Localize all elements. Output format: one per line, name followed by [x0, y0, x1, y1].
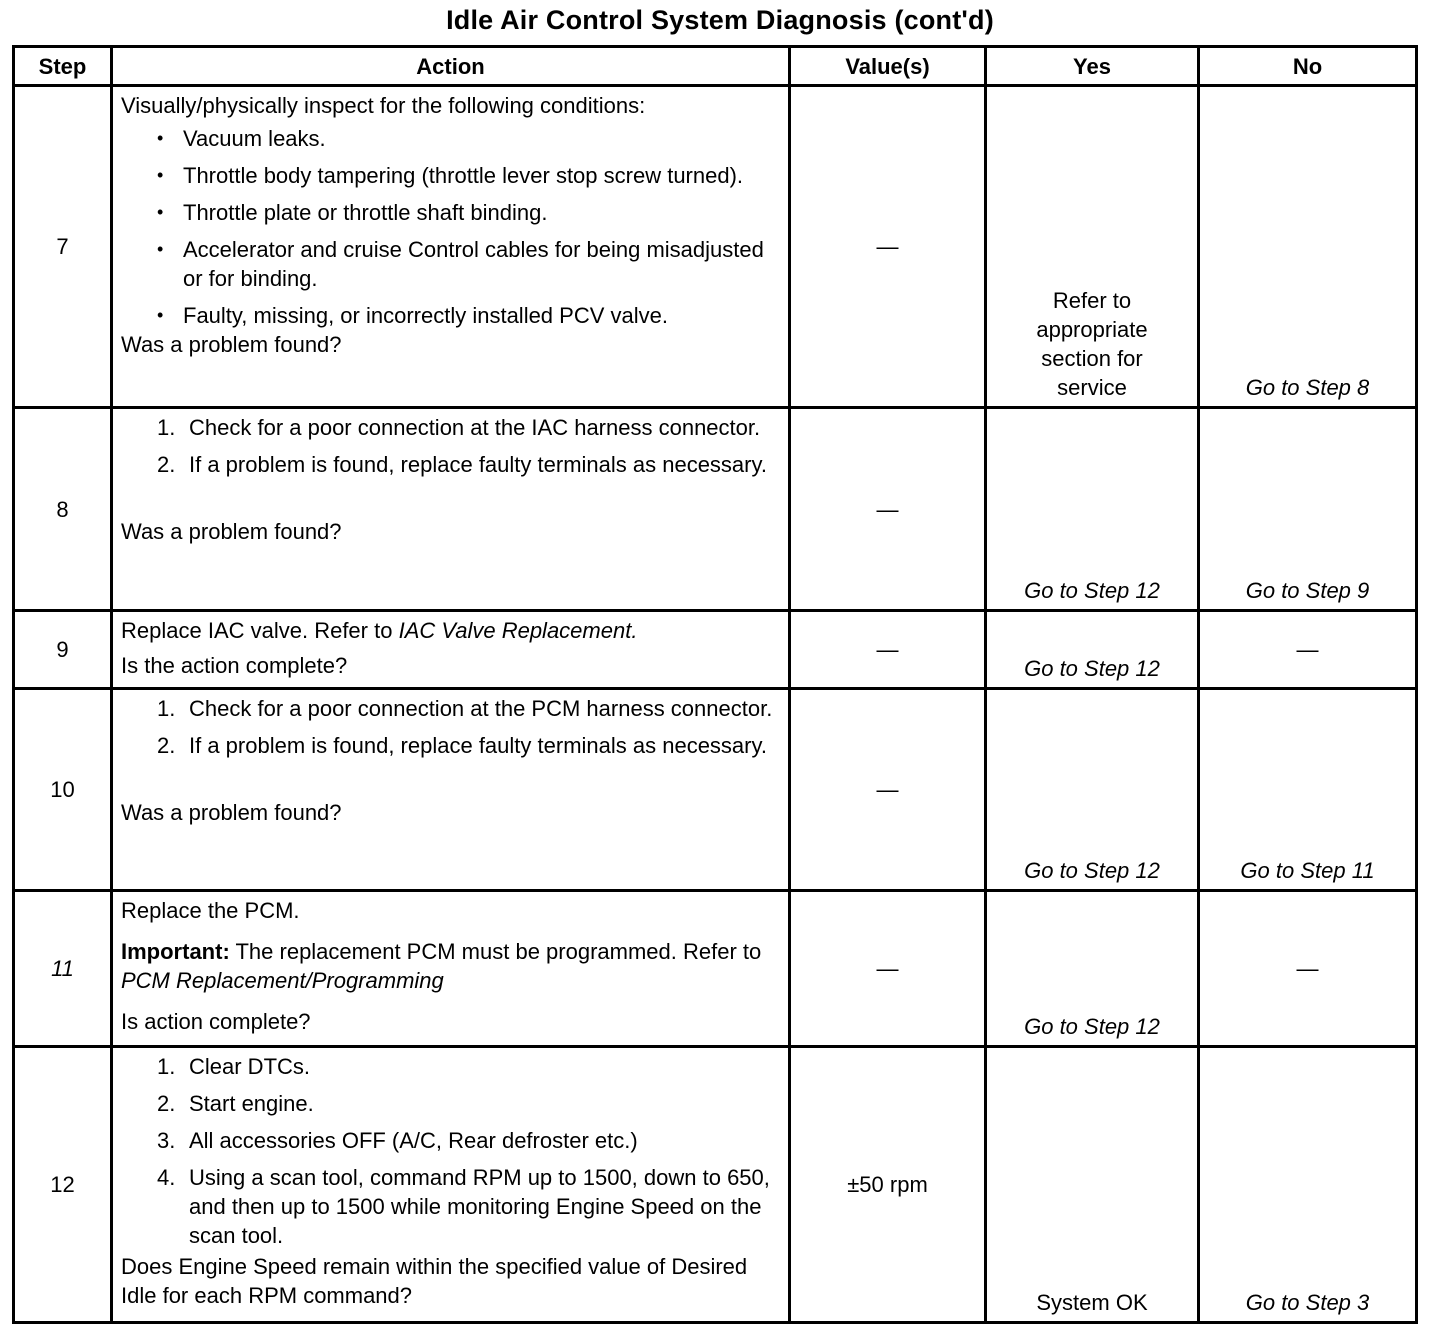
value-cell: — — [790, 86, 986, 408]
list-item — [149, 694, 782, 723]
list-item — [149, 450, 782, 479]
list-item: • Accelerator and cruise Control cables for being misadjusted or for binding. — [145, 235, 782, 293]
header-step: Step — [14, 47, 112, 86]
list-item — [149, 731, 782, 760]
condition-list — [121, 124, 782, 330]
procedure-list — [121, 1052, 782, 1250]
step-number: 11 — [14, 891, 112, 1047]
value-cell: — — [790, 891, 986, 1047]
value-cell: — — [790, 611, 986, 689]
header-values: Value(s) — [790, 47, 986, 86]
table-row-step-12 — [14, 1047, 1417, 1323]
step-number: 7 — [14, 86, 112, 408]
table-row-step-11 — [14, 891, 1417, 1047]
no-cell: — — [1199, 891, 1417, 1047]
reference-link: IAC Valve Replacement. — [398, 618, 638, 643]
item-number: 4. — [157, 1165, 176, 1190]
list-item — [149, 1163, 782, 1250]
action-question: Was a problem found? — [121, 332, 342, 357]
header-no: No — [1199, 47, 1417, 86]
table-row-step-7 — [14, 86, 1417, 408]
header-action: Action — [112, 47, 790, 86]
action-question: Was a problem found? — [121, 800, 342, 825]
action-question: Does Engine Speed remain within the specified value of Desired Idle for each RPM command? — [121, 1254, 748, 1308]
item-number: 1. — [157, 696, 176, 721]
header-yes: Yes — [986, 47, 1199, 86]
item-text: Check for a poor connection at the IAC harness connector. — [189, 415, 761, 440]
step-number: 9 — [14, 611, 112, 689]
page-title: Idle Air Control System Diagnosis (cont'd) — [446, 5, 994, 35]
no-cell: — — [1199, 611, 1417, 689]
list-item — [149, 1126, 782, 1155]
list-item — [149, 1089, 782, 1118]
yes-cell: System OK — [986, 1047, 1199, 1323]
action-question: Is the action complete? — [121, 653, 348, 678]
action-cell — [112, 86, 790, 408]
item-number: 2. — [157, 452, 176, 477]
action-cell — [112, 1047, 790, 1323]
important-text: The replacement PCM must be programmed. Refer to — [229, 939, 762, 964]
action-cell — [112, 408, 790, 611]
list-item: • Throttle plate or throttle shaft binding. — [145, 198, 782, 227]
step-number: 8 — [14, 408, 112, 611]
action-text: Replace IAC valve. Refer to — [121, 618, 399, 643]
yes-cell: Go to Step 12 — [986, 689, 1199, 891]
table-row-step-9 — [14, 611, 1417, 689]
action-cell — [112, 689, 790, 891]
step-number: 12 — [14, 1047, 112, 1323]
list-item: • Throttle body tampering (throttle lever stop screw turned). — [145, 161, 782, 190]
yes-cell: Refer to appropriate section for service — [986, 86, 1199, 408]
value-cell: ±50 rpm — [790, 1047, 986, 1323]
item-text: If a problem is found, replace faulty terminals as necessary. — [189, 733, 767, 758]
item-text: Using a scan tool, command RPM up to 1500, down to 650, and then up to 1500 while monitoring Engine Speed on the scan tool. — [189, 1165, 770, 1248]
no-cell: Go to Step 11 — [1199, 689, 1417, 891]
action-question: Is action complete? — [121, 1009, 311, 1034]
action-intro: Visually/physically inspect for the following conditions: — [121, 93, 646, 118]
diagnosis-table — [12, 45, 1418, 1324]
item-number: 2. — [157, 1091, 176, 1116]
item-text: Check for a poor connection at the PCM harness connector. — [189, 696, 773, 721]
item-number: 1. — [157, 1054, 176, 1079]
important-label: Important: — [121, 939, 230, 964]
action-cell — [112, 611, 790, 689]
value-cell: — — [790, 689, 986, 891]
no-cell: Go to Step 9 — [1199, 408, 1417, 611]
yes-cell: Go to Step 12 — [986, 891, 1199, 1047]
yes-cell: Go to Step 12 — [986, 611, 1199, 689]
list-item: • Vacuum leaks. — [145, 124, 782, 153]
item-text: If a problem is found, replace faulty terminals as necessary. — [189, 452, 767, 477]
list-item — [149, 1052, 782, 1081]
action-question: Was a problem found? — [121, 519, 342, 544]
procedure-list — [121, 694, 782, 760]
action-line — [121, 616, 782, 645]
action-line: Replace the PCM. — [121, 898, 300, 923]
item-text: Clear DTCs. — [189, 1054, 311, 1079]
table-header-row — [14, 47, 1417, 86]
no-cell: Go to Step 8 — [1199, 86, 1417, 408]
item-number: 3. — [157, 1128, 176, 1153]
list-item — [149, 413, 782, 442]
item-number: 1. — [157, 415, 176, 440]
step-number: 10 — [14, 689, 112, 891]
item-text: All accessories OFF (A/C, Rear defroster etc.) — [189, 1128, 638, 1153]
value-cell: — — [790, 408, 986, 611]
list-item: • Faulty, missing, or incorrectly installed PCV valve. — [145, 301, 782, 330]
item-text: Start engine. — [189, 1091, 314, 1116]
yes-cell: Go to Step 12 — [986, 408, 1199, 611]
table-row-step-10 — [14, 689, 1417, 891]
reference-link: PCM Replacement/Programming — [121, 968, 444, 993]
no-cell: Go to Step 3 — [1199, 1047, 1417, 1323]
table-row-step-8 — [14, 408, 1417, 611]
important-note — [121, 937, 782, 995]
item-number: 2. — [157, 733, 176, 758]
procedure-list — [121, 413, 782, 479]
action-cell — [112, 891, 790, 1047]
